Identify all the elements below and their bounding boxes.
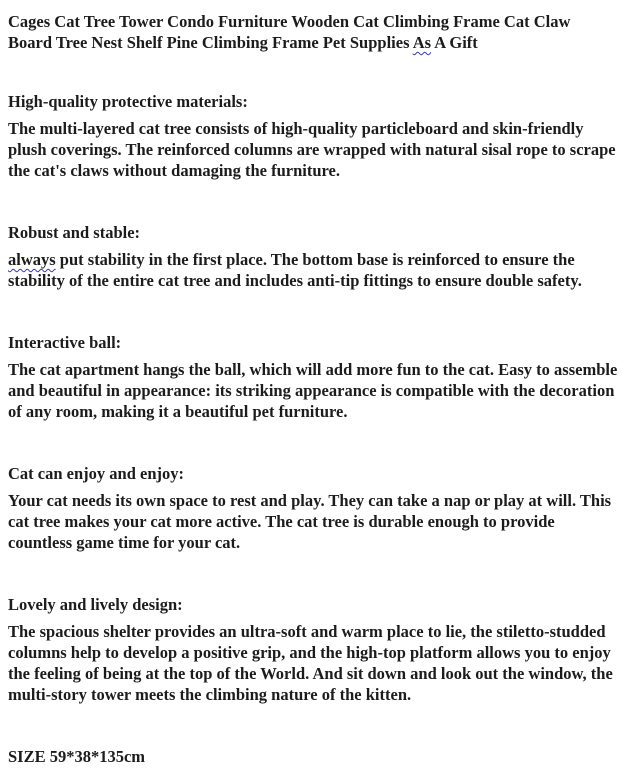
product-title-text: Cages Cat Tree Tower Condo Furniture Wooden Cat Climbing Frame Cat Claw Board Tree Nest Shelf Pine Climbing Frame Pet Supplies [8, 12, 571, 52]
section-enjoy [8, 463, 618, 553]
section-heading: High-quality protective materials: [8, 92, 248, 111]
section-body: The multi-layered cat tree consists of high-quality particleboard and skin-friendly plush coverings. The reinforced columns are wrapped with natural sisal rope to scrape the cat's claws without damaging the furniture. [8, 119, 616, 180]
product-title-text-end: A Gift [431, 33, 478, 52]
grammar-flagged-word: always [8, 250, 56, 269]
section-heading: Interactive ball: [8, 333, 122, 352]
section-body: The cat apartment hangs the ball, which will add more fun to the cat. Easy to assemble and beautiful in appearance: its striking appearance is compatible with the decoration of any room, making it a beautiful pet furniture. [8, 360, 618, 421]
section-stability [8, 222, 618, 291]
product-title [8, 11, 618, 53]
size-line: SIZE 59*38*135cm [8, 747, 146, 766]
section-body: Your cat needs its own space to rest and play. They can take a nap or play at will. This cat tree makes your cat more active. The cat tree is durable enough to provide countless game time for your cat. [8, 491, 612, 552]
section-body-text: put stability in the first place. The bottom base is reinforced to ensure the stability of the entire cat tree and includes anti-tip fittings to ensure double safety. [8, 250, 582, 290]
grammar-flagged-word: As [412, 33, 432, 52]
section-heading: Lovely and lively design: [8, 595, 183, 614]
section-body [8, 249, 618, 291]
section-heading: Cat can enjoy and enjoy: [8, 464, 184, 483]
section-body: The spacious shelter provides an ultra-soft and warm place to lie, the stiletto-studded columns help to develop a positive grip, and the high-top platform allows you to enjoy the feeling of being at the top of the World. And sit down and look out the window, the multi-story tower meets the climbing nature of the kitten. [8, 622, 613, 704]
section-heading: Robust and stable: [8, 223, 141, 242]
section-materials [8, 91, 618, 181]
section-design [8, 594, 618, 705]
section-interactive-ball [8, 332, 618, 422]
